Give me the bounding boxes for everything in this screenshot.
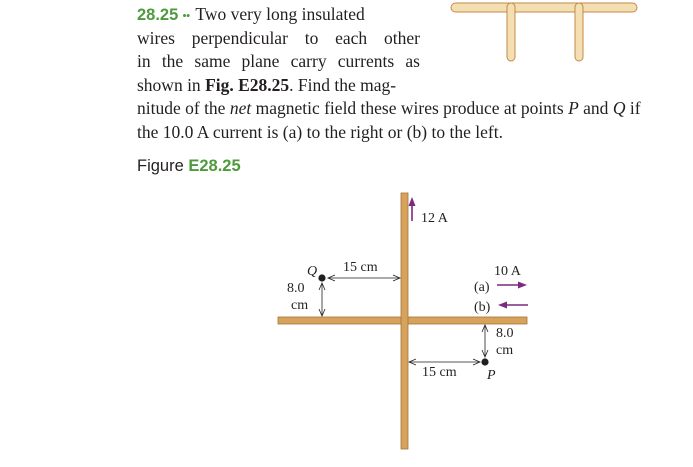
word: in	[137, 51, 151, 72]
point-q-label: Q	[307, 264, 318, 279]
arrow-left-icon	[498, 302, 528, 309]
problem-line-1-text: Two very long insulated	[195, 4, 365, 24]
word: plane	[241, 51, 280, 72]
vertical-current-arrow	[409, 197, 416, 221]
figure-caption-prefix: Figure	[137, 157, 189, 175]
horizontal-current-label: 10 A	[494, 264, 521, 279]
thumbnail-horizontal-wire	[451, 3, 637, 12]
word: perpendicular	[191, 27, 288, 48]
thumbnail-wires	[451, 3, 637, 61]
p-vertical-dimension	[482, 325, 488, 357]
option-a-label: (a)	[474, 280, 490, 295]
figure-caption-number: E28.25	[188, 157, 241, 175]
q-vertical-distance-unit: cm	[291, 298, 309, 313]
figure-caption	[137, 157, 241, 176]
q-vertical-distance-value: 8.0	[287, 281, 305, 296]
vertical-current-label: 12 A	[421, 211, 448, 226]
q-horizontal-distance-label: 15 cm	[343, 260, 378, 275]
p-vertical-distance-unit: cm	[496, 343, 514, 358]
point-q-marker	[318, 274, 325, 281]
point-p-label: P	[487, 368, 496, 383]
thumbnail-vertical-wire-left	[507, 3, 515, 61]
emphasis-net: net	[229, 98, 252, 119]
point-p-marker	[481, 358, 488, 365]
text: magnetic field these wires produce at points	[251, 98, 569, 119]
text: if	[625, 98, 641, 119]
text: nitude of the	[137, 98, 230, 119]
text: . Find the mag-	[289, 74, 397, 95]
text: and	[578, 98, 613, 119]
word: currents	[337, 51, 395, 72]
word: other	[383, 27, 420, 48]
word: as	[405, 51, 420, 72]
p-horizontal-distance-label: 15 cm	[422, 365, 457, 380]
point-q-ref: Q	[612, 98, 626, 119]
problem-number: 28.25	[137, 6, 179, 24]
word: wires	[137, 27, 175, 48]
problem-line-6: the 10.0 A current is (a) to the right or (b) to the left.	[137, 121, 503, 142]
option-b-label: (b)	[474, 300, 491, 315]
p-vertical-distance-value: 8.0	[496, 326, 514, 341]
q-horizontal-dimension	[328, 275, 400, 281]
word: the	[161, 51, 184, 72]
point-p-ref: P	[568, 98, 579, 119]
vertical-wire	[401, 193, 408, 449]
difficulty-dots: ••	[182, 8, 190, 23]
word: each	[335, 27, 368, 48]
figure-reference: Fig. E28.25	[205, 74, 290, 95]
thumbnail-vertical-wire-right	[575, 3, 583, 61]
word: carry	[290, 51, 327, 72]
word: same	[194, 51, 231, 72]
word: to	[304, 27, 319, 48]
arrow-right-icon	[497, 282, 527, 289]
text: shown in	[137, 74, 206, 95]
q-vertical-dimension	[319, 283, 325, 316]
